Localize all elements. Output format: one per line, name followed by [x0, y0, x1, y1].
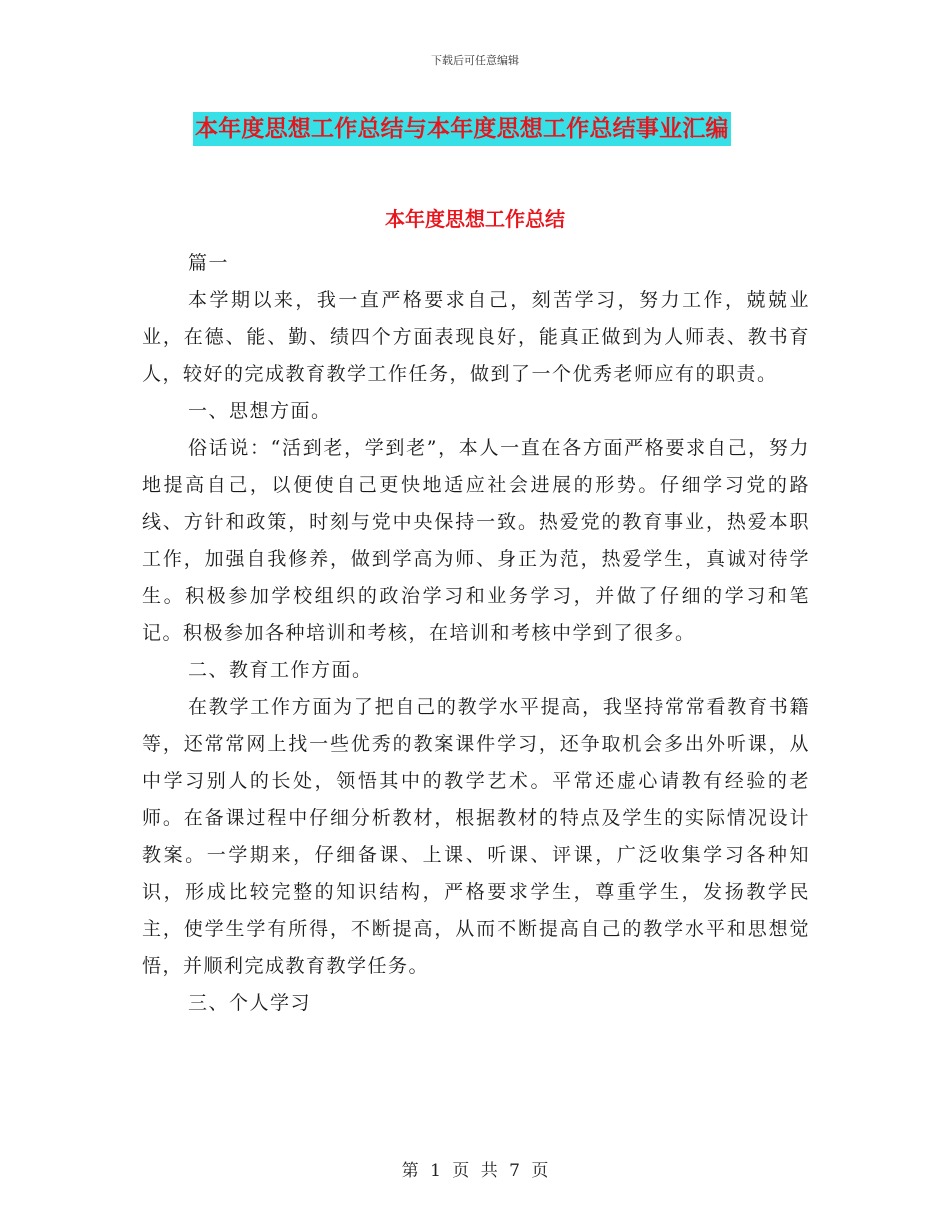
- document-body: [142, 245, 810, 1022]
- header-note: 下载后可任意编辑: [431, 54, 519, 67]
- intro-paragraph: 本学期以来，我一直严格要求自己，刻苦学习，努力工作，兢兢业业，在德、能、勤、绩四个方面表现良好，能真正做到为人师表、教书育人，较好的完成教育教学工作任务，做到了一个优秀老师应有的职责。: [142, 289, 810, 385]
- section-heading-education: 二、教育工作方面。: [188, 659, 373, 681]
- section-label-part-one: 篇一: [188, 252, 230, 274]
- education-paragraph: 在教学工作方面为了把自己的教学水平提高，我坚持常常看教育书籍等，还常常网上找一些优秀的教案课件学习，还争取机会多出外听课，从中学习别人的长处，领悟其中的教学艺术。平常还虚心请教有经验的老师。在备课过程中仔细分析教材，根据教材的特点及学生的实际情况设计教案。一学期来，仔细备课、上课、听课、评课，广泛收集学习各种知识，形成比较完整的知识结构，严格要求学生，尊重学生，发扬教学民主，使学生学有所得，不断提高，从而不断提高自己的教学水平和思想觉悟，并顺利完成教育教学任务。: [142, 696, 810, 977]
- thought-paragraph: 俗话说：“活到老，学到老”，本人一直在各方面严格要求自己，努力地提高自己，以便使自己更快地适应社会进展的形势。仔细学习党的路线、方针和政策，时刻与党中央保持一致。热爱党的教育事业，热爱本职工作，加强自我修养，做到学高为师、身正为范，热爱学生，真诚对待学生。积极参加学校组织的政治学习和业务学习，并做了仔细的学习和笔记。积极参加各种培训和考核，在培训和考核中学到了很多。: [142, 437, 810, 644]
- page-number-footer: 第 1 页 共 7 页: [401, 1161, 549, 1181]
- document-sub-title: 本年度思想工作总结: [385, 207, 565, 231]
- document-main-title: 本年度思想工作总结与本年度思想工作总结事业汇编: [193, 112, 731, 146]
- section-heading-personal-study: 三、个人学习: [188, 992, 312, 1014]
- section-heading-thought: 一、思想方面。: [188, 400, 332, 422]
